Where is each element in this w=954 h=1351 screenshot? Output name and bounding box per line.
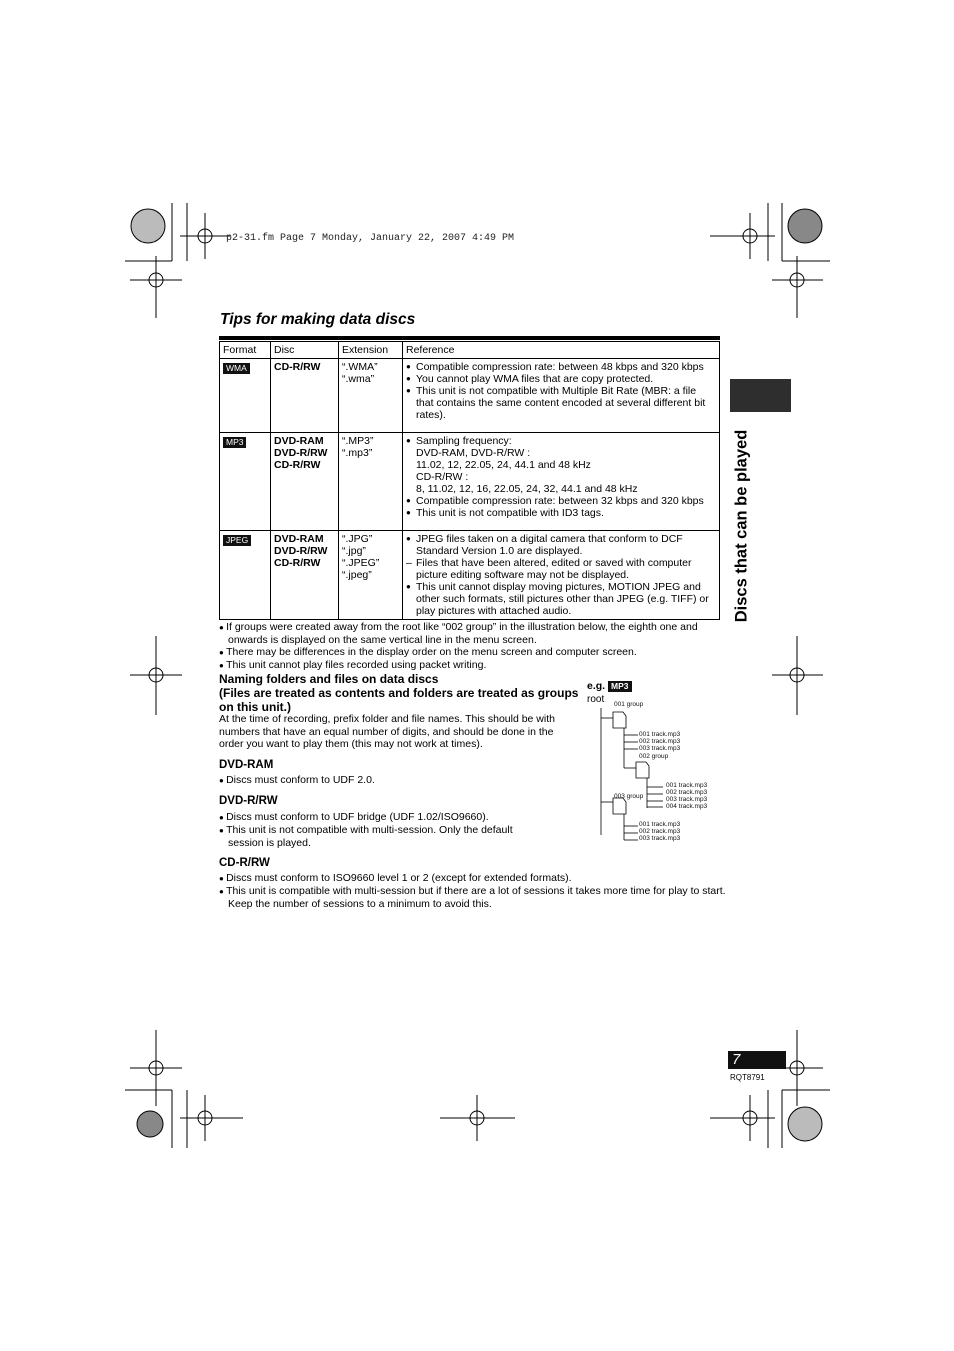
extension: “.JPG” bbox=[342, 533, 373, 545]
reference-item: ● JPEG files taken on a digital camera that conform to DCF Standard Version 1.0 are displayed. bbox=[406, 533, 716, 557]
table-header-row bbox=[220, 342, 720, 359]
file-item: 004 track.mp3 bbox=[666, 803, 708, 810]
extension: “.jpeg” bbox=[342, 569, 372, 581]
note-item: ● If groups were created away from the root like “002 group” in the illustration below, the eighth one and onwards is displayed on the same vertical line in the menu screen. bbox=[228, 621, 719, 646]
group-files bbox=[639, 731, 680, 752]
header-disc: Disc bbox=[271, 342, 339, 359]
side-label: Discs that can be played bbox=[732, 429, 751, 623]
dvd-rw-heading: DVD-R/RW bbox=[219, 795, 278, 807]
cd-rw-item: ● This unit is compatible with multi-session but if there are a lot of sessions it takes more time for play to start. Keep the number of sessions to a minimum to avoid this. bbox=[228, 885, 728, 910]
header-format: Format bbox=[220, 342, 271, 359]
group-label: 002 group bbox=[639, 753, 669, 760]
reference-item: 8, 11.02, 12, 16, 22.05, 24, 32, 44.1 and 48 kHz bbox=[416, 483, 638, 495]
extension: “.mp3” bbox=[342, 447, 373, 459]
disc-type: CD-R/RW bbox=[274, 459, 321, 471]
file-item: 001 track.mp3 bbox=[666, 782, 708, 789]
section-title: Tips for making data discs bbox=[220, 311, 416, 328]
reference-item: – Files that have been altered, edited or saved with computer picture editing software may not be displayed. bbox=[406, 557, 716, 581]
group-label: 003 group bbox=[614, 793, 644, 800]
title-rule bbox=[219, 336, 720, 340]
group-label: 001 group bbox=[614, 701, 644, 708]
example-badge: MP3 bbox=[608, 681, 631, 692]
file-item: 001 track.mp3 bbox=[639, 731, 681, 738]
disc-type: DVD-RAM bbox=[274, 533, 324, 545]
example-label: e.g. MP3 bbox=[587, 679, 632, 692]
disc-type: DVD-R/RW bbox=[274, 447, 328, 459]
dvd-rw-item: ● This unit is not compatible with multi-session. Only the default session is played. bbox=[228, 824, 548, 849]
cd-rw-heading: CD-R/RW bbox=[219, 856, 270, 869]
root-label: root bbox=[587, 694, 605, 705]
extension: “.WMA” bbox=[342, 361, 378, 373]
page-number: 7 bbox=[728, 1051, 786, 1069]
extension: “.MP3” bbox=[342, 435, 374, 447]
extension: “.wma” bbox=[342, 373, 375, 385]
file-item: 003 track.mp3 bbox=[666, 796, 708, 803]
reference-item: 11.02, 12, 22.05, 24, 44.1 and 48 kHz bbox=[416, 459, 591, 471]
file-item: 002 track.mp3 bbox=[639, 828, 681, 835]
reference-item: ● This unit cannot display moving pictures, MOTION JPEG and other such formats, still pictures other than JPEG (e.g. TIFF) or play pictures with attached audio. bbox=[406, 581, 716, 617]
extension: “.jpg” bbox=[342, 545, 366, 557]
reference-item: DVD-RAM, DVD-R/RW : bbox=[416, 447, 531, 459]
side-tab bbox=[730, 379, 791, 412]
folder-icon bbox=[636, 762, 649, 778]
naming-heading: Naming folders and files on data discs (Files are treated as contents and folders are treated as groups on this unit.) bbox=[219, 672, 579, 714]
group-files bbox=[639, 821, 680, 842]
reference-item: ● You cannot play WMA files that are copy protected. bbox=[406, 373, 716, 385]
reference-item: ● This unit is not compatible with ID3 tags. bbox=[406, 507, 716, 519]
file-item: 002 track.mp3 bbox=[639, 738, 681, 745]
extension: “.JPEG” bbox=[342, 557, 380, 569]
reference-item: ● Compatible compression rate: between 48 kbps and 320 kbps bbox=[406, 361, 716, 373]
disc-type: CD-R/RW bbox=[274, 557, 321, 569]
format-badge: WMA bbox=[223, 363, 250, 374]
table-row bbox=[220, 531, 720, 620]
file-item: 001 track.mp3 bbox=[639, 821, 681, 828]
notes bbox=[219, 621, 719, 672]
header-reference: Reference bbox=[403, 342, 720, 359]
dvd-ram-item: ● Discs must conform to UDF 2.0. bbox=[228, 774, 579, 787]
cd-rw-item: ● Discs must conform to ISO9660 level 1 or 2 (except for extended formats). bbox=[228, 872, 728, 885]
disc-type: CD-R/RW bbox=[274, 361, 321, 373]
note-item: ● This unit cannot play files recorded using packet writing. bbox=[228, 659, 719, 672]
file-item: 003 track.mp3 bbox=[639, 745, 681, 752]
reference-item: CD-R/RW : bbox=[416, 471, 469, 483]
document-code: RQT8791 bbox=[730, 1073, 765, 1082]
note-item: ● There may be differences in the display order on the menu screen and computer screen. bbox=[228, 646, 719, 659]
format-badge: JPEG bbox=[223, 535, 251, 546]
folder-icon bbox=[613, 798, 626, 814]
folder-icon bbox=[613, 712, 626, 728]
dvd-rw-item: ● Discs must conform to UDF bridge (UDF 1.02/ISO9660). bbox=[228, 811, 548, 824]
dvd-ram-heading: DVD-RAM bbox=[219, 758, 274, 771]
file-item: 002 track.mp3 bbox=[666, 789, 708, 796]
reference-item: ● This unit is not compatible with Multiple Bit Rate (MBR: a file that contains the same content encoded at several different bit rates). bbox=[406, 385, 716, 421]
header-extension: Extension bbox=[339, 342, 403, 359]
naming-paragraph: At the time of recording, prefix folder and file names. This should be with numbers that have an equal number of digits, and should be done in the order you want to play them (this may not work at times). bbox=[219, 713, 555, 750]
disc-type: DVD-R/RW bbox=[274, 545, 328, 557]
table-row bbox=[220, 433, 720, 531]
format-badge: MP3 bbox=[223, 437, 246, 448]
file-header-line: p2-31.fm Page 7 Monday, January 22, 2007 4:49 PM bbox=[226, 233, 515, 244]
format-table bbox=[219, 341, 720, 620]
reference-item: ● Sampling frequency: bbox=[406, 435, 716, 447]
file-item: 003 track.mp3 bbox=[639, 835, 681, 842]
table-row bbox=[220, 359, 720, 433]
reference-item: ● Compatible compression rate: between 32 kbps and 320 kbps bbox=[406, 495, 716, 507]
disc-type: DVD-RAM bbox=[274, 435, 324, 447]
group-files bbox=[666, 782, 707, 810]
